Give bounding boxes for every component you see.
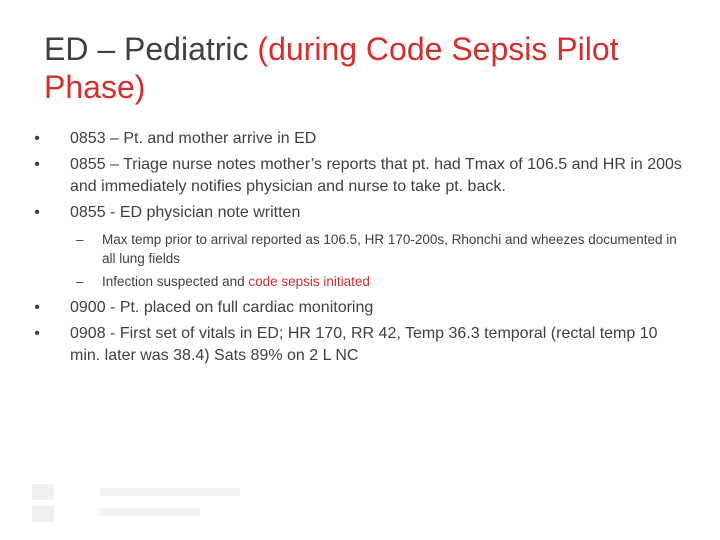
bullet-icon: • <box>34 299 40 316</box>
bullet-text: 0853 – Pt. and mother arrive in ED <box>70 130 317 147</box>
sub-bullet-highlight: code sepsis initiated <box>248 274 370 289</box>
logo-text-line-2 <box>100 508 200 516</box>
bullet-text: 0908 - First set of vitals in ED; HR 170, RR 42, Temp 36.3 temporal (rectal temp 10 min. later was 38.4) Sats 89% on 2 L NC <box>70 325 658 364</box>
logo-block-bottom <box>32 506 54 522</box>
bullet-item <box>30 202 690 291</box>
sub-bullet-item <box>30 230 690 268</box>
bullet-item <box>30 154 690 198</box>
slide-content <box>30 128 690 371</box>
dash-icon: – <box>76 274 84 289</box>
title-main: ED – Pediatric <box>44 31 258 67</box>
bullet-item <box>30 323 690 367</box>
bullet-item <box>30 297 690 319</box>
bullet-icon: • <box>34 325 40 342</box>
bullet-icon: • <box>34 156 40 173</box>
faded-logo-watermark <box>30 478 260 528</box>
bullet-icon: • <box>34 130 40 147</box>
title-accent: (during Code Sepsis Pilot Phase) <box>44 31 619 106</box>
bullet-list <box>30 128 690 367</box>
slide-title <box>44 30 694 107</box>
logo-text-line-1 <box>100 488 240 496</box>
bullet-text: 0855 – Triage nurse notes mother’s reports that pt. had Tmax of 106.5 and HR in 200s and immediately notifies physician and nurse to take pt. back. <box>70 156 682 195</box>
sub-bullet-text: Infection suspected and <box>102 274 249 289</box>
sub-bullet-list <box>30 230 690 291</box>
bullet-text: 0900 - Pt. placed on full cardiac monitoring <box>70 299 374 316</box>
bullet-text: 0855 - ED physician note written <box>70 204 301 221</box>
dash-icon: – <box>76 232 84 247</box>
sub-bullet-text: Max temp prior to arrival reported as 106.5, HR 170-200s, Rhonchi and wheezes documented in all lung fields <box>102 232 677 266</box>
sub-bullet-item <box>30 272 690 291</box>
bullet-item <box>30 128 690 150</box>
bullet-icon: • <box>34 204 40 221</box>
logo-block-top <box>32 484 54 500</box>
